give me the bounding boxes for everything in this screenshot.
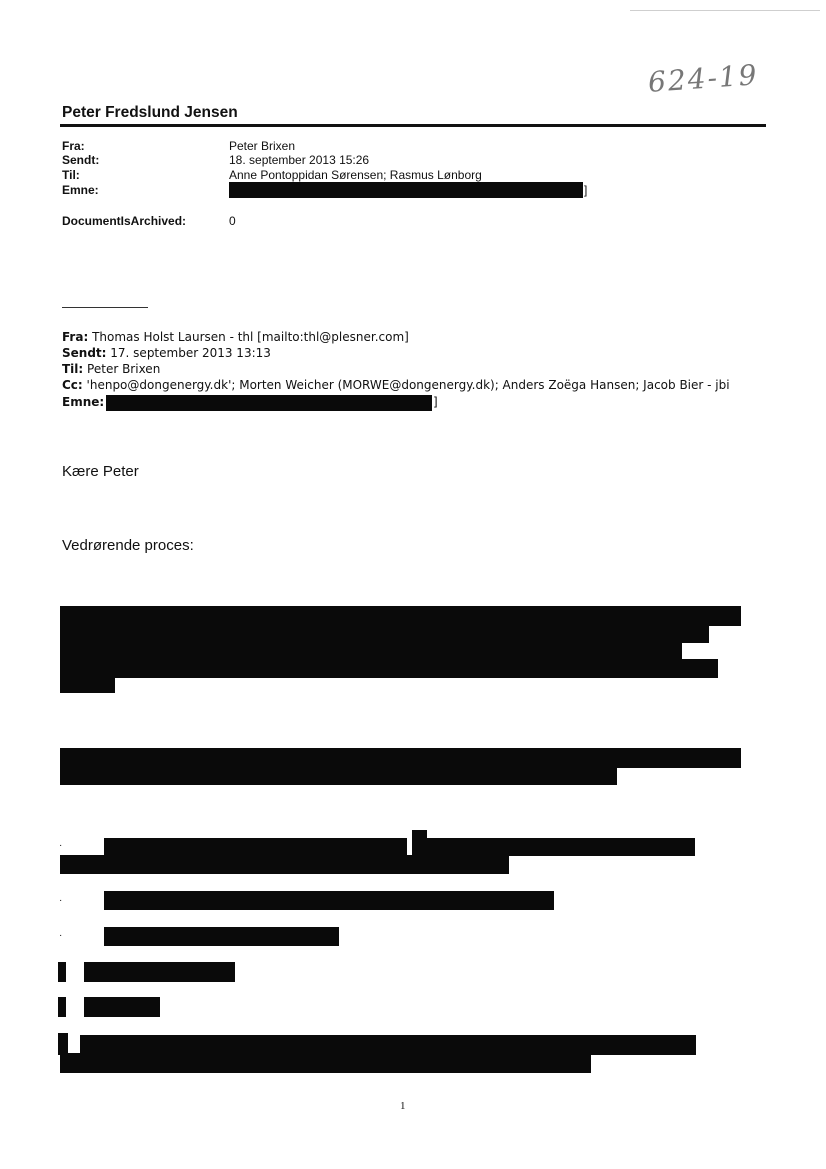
mailbox-owner-title: Peter Fredslund Jensen xyxy=(62,104,238,121)
bullet-3: · xyxy=(59,930,63,941)
fwd-subject-label xyxy=(62,395,104,409)
from-value: Peter Brixen xyxy=(229,139,296,153)
redacted-bullet-5-mark xyxy=(58,997,66,1017)
redacted-paragraph-3-line-1 xyxy=(80,1035,696,1055)
redacted-paragraph-3-line-2 xyxy=(60,1053,591,1073)
fwd-from-line xyxy=(62,330,409,344)
fwd-subject-tail: ] xyxy=(433,395,438,409)
fwd-to-label: Til: xyxy=(62,362,84,376)
title-rule xyxy=(60,124,766,127)
fwd-from-value: Thomas Holst Laursen - thl [mailto:thl@plesner.com] xyxy=(92,330,409,344)
redacted-paragraph-1-line-1 xyxy=(60,606,741,626)
fwd-sent-line xyxy=(62,346,271,360)
fwd-from-label: Fra: xyxy=(62,330,89,344)
sent-label: Sendt: xyxy=(62,153,100,167)
fwd-sent-value: 17. september 2013 13:13 xyxy=(110,346,271,360)
redacted-bullet-1-part-a xyxy=(104,838,407,856)
fwd-cc-label: Cc: xyxy=(62,378,83,392)
fwd-subject-label-text: Emne: xyxy=(62,395,105,409)
from-label: Fra: xyxy=(62,139,85,153)
redacted-paragraph-2-line-2 xyxy=(60,766,617,785)
subject-label: Emne: xyxy=(62,183,99,197)
forward-separator xyxy=(62,307,148,308)
section-heading: Vedrørende proces: xyxy=(62,537,194,554)
fwd-sent-label: Sendt: xyxy=(62,346,107,360)
redacted-paragraph-1-line-5 xyxy=(60,676,115,693)
redacted-paragraph-2-line-1 xyxy=(60,748,741,768)
to-value: Anne Pontoppidan Sørensen; Rasmus Lønborg xyxy=(229,168,482,182)
scan-edge-line xyxy=(630,10,820,11)
bullet-2: · xyxy=(59,895,63,906)
redacted-bullet-3 xyxy=(104,927,339,946)
redacted-bullet-1-line-2 xyxy=(60,855,509,874)
redacted-paragraph-3-mark xyxy=(58,1033,68,1055)
redacted-bullet-1-part-b xyxy=(412,838,695,856)
sent-value: 18. september 2013 15:26 xyxy=(229,153,370,167)
page-number: 1 xyxy=(400,1100,406,1112)
archived-label: DocumentIsArchived: xyxy=(62,214,187,228)
greeting: Kære Peter xyxy=(62,463,139,480)
redacted-paragraph-1-line-3 xyxy=(60,641,682,660)
subject-tail: ] xyxy=(584,183,588,197)
redacted-bullet-5 xyxy=(84,997,160,1017)
fwd-to-value: Peter Brixen xyxy=(87,362,161,376)
bullet-1: · xyxy=(59,840,63,851)
redacted-bullet-2 xyxy=(104,891,554,910)
redacted-bullet-4 xyxy=(84,962,235,982)
redacted-fwd-subject xyxy=(106,395,432,411)
archived-value: 0 xyxy=(229,214,236,228)
fwd-cc-value: 'henpo@dongenergy.dk'; Morten Weicher (MORWE@dongenergy.dk); Anders Zoëga Hansen; Jacob Bier - jbi xyxy=(86,378,730,392)
redacted-bullet-4-mark xyxy=(58,962,66,982)
fwd-cc-line xyxy=(62,378,762,392)
redacted-paragraph-1-line-4 xyxy=(60,659,718,678)
redacted-subject xyxy=(229,182,583,198)
handwritten-annotation: 624-19 xyxy=(646,58,760,99)
fwd-to-line xyxy=(62,362,160,376)
to-label: Til: xyxy=(62,168,80,182)
